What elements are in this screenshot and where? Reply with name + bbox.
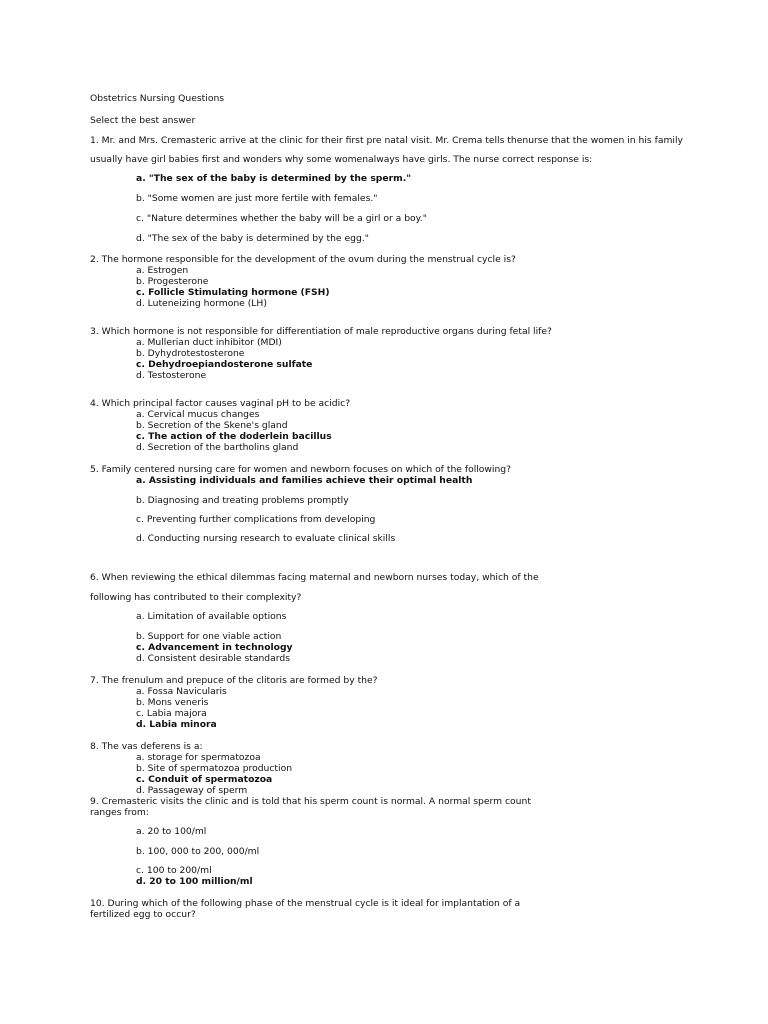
question-8-line-1: 8. The vas deferens is a: xyxy=(90,741,203,752)
question-1-option-c: c. "Nature determines whether the baby will be a girl or a boy." xyxy=(136,213,427,224)
question-2-option-d: d. Luteneizing hormone (LH) xyxy=(136,298,267,309)
document-title: Obstetrics Nursing Questions xyxy=(90,93,225,104)
question-6-option-c: c. Advancement in technology xyxy=(136,642,293,653)
question-2-option-a: a. Estrogen xyxy=(136,265,189,276)
question-7-line-1: 7. The frenulum and prepuce of the clitoris are formed by the? xyxy=(90,675,378,686)
question-5-option-b: b. Diagnosing and treating problems promptly xyxy=(136,495,349,506)
question-6-option-b: b. Support for one viable action xyxy=(136,631,282,642)
question-3-option-b: b. Dyhydrotestosterone xyxy=(136,348,245,359)
question-4-option-b: b. Secretion of the Skene's gland xyxy=(136,420,288,431)
question-5-option-a: a. Assisting individuals and families achieve their optimal health xyxy=(136,475,473,486)
question-1-option-d: d. "The sex of the baby is determined by the egg." xyxy=(136,233,369,244)
question-4-option-c: c. The action of the doderlein bacillus xyxy=(136,431,332,442)
question-1-option-a: a. "The sex of the baby is determined by the sperm." xyxy=(136,173,411,184)
question-4-option-d: d. Secretion of the bartholins gland xyxy=(136,442,299,453)
question-5-option-c: c. Preventing further complications from developing xyxy=(136,514,376,525)
question-6-option-d: d. Consistent desirable standards xyxy=(136,653,290,664)
question-2-option-c: c. Follicle Stimulating hormone (FSH) xyxy=(136,287,330,298)
question-9-option-d: d. 20 to 100 million/ml xyxy=(136,876,253,887)
question-9-option-a: a. 20 to 100/ml xyxy=(136,826,207,837)
question-9-line-2: ranges from: xyxy=(90,807,149,818)
instruction-text: Select the best answer xyxy=(90,115,196,126)
question-9-option-c: c. 100 to 200/ml xyxy=(136,865,212,876)
question-8-option-a: a. storage for spermatozoa xyxy=(136,752,261,763)
question-5-option-d: d. Conducting nursing research to evaluate clinical skills xyxy=(136,533,396,544)
question-2-option-b: b. Progesterone xyxy=(136,276,209,287)
question-10-line-1: 10. During which of the following phase of the menstrual cycle is it ideal for implantation of a xyxy=(90,898,521,909)
question-1-line-1: 1. Mr. and Mrs. Cremasteric arrive at the clinic for their first pre natal visit. Mr. Crema tells thenurse that the women in his family xyxy=(90,135,683,146)
question-7-option-d: d. Labia minora xyxy=(136,719,217,730)
question-8-option-d: d. Passageway of sperm xyxy=(136,785,248,796)
question-6-option-a: a. Limitation of available options xyxy=(136,611,287,622)
question-1-line-2: usually have girl babies first and wonders why some womenalways have girls. The nurse correct response is: xyxy=(90,154,593,165)
question-6-line-1: 6. When reviewing the ethical dilemmas facing maternal and newborn nurses today, which of the xyxy=(90,572,539,583)
question-4-option-a: a. Cervical mucus changes xyxy=(136,409,260,420)
question-2-line-1: 2. The hormone responsible for the development of the ovum during the menstrual cycle is? xyxy=(90,254,516,265)
question-5-line-1: 5. Family centered nursing care for women and newborn focuses on which of the following? xyxy=(90,464,512,475)
question-1-option-b: b. "Some women are just more fertile with females." xyxy=(136,193,378,204)
question-9-line-1: 9. Cremasteric visits the clinic and is told that his sperm count is normal. A normal sperm count xyxy=(90,796,531,807)
question-8-option-c: c. Conduit of spermatozoa xyxy=(136,774,273,785)
question-8-option-b: b. Site of spermatozoa production xyxy=(136,763,293,774)
question-6-line-2: following has contributed to their complexity? xyxy=(90,592,302,603)
question-3-line-1: 3. Which hormone is not responsible for differentiation of male reproductive organs during fetal life? xyxy=(90,326,552,337)
question-3-option-d: d. Testosterone xyxy=(136,370,207,381)
question-3-option-c: c. Dehydroepiandosterone sulfate xyxy=(136,359,313,370)
question-10-line-2: fertilized egg to occur? xyxy=(90,909,196,920)
question-7-option-a: a. Fossa Navicularis xyxy=(136,686,227,697)
question-9-option-b: b. 100, 000 to 200, 000/ml xyxy=(136,846,260,857)
question-7-option-c: c. Labia majora xyxy=(136,708,207,719)
question-3-option-a: a. Mullerian duct inhibitor (MDI) xyxy=(136,337,282,348)
question-4-line-1: 4. Which principal factor causes vaginal pH to be acidic? xyxy=(90,398,351,409)
question-7-option-b: b. Mons veneris xyxy=(136,697,209,708)
